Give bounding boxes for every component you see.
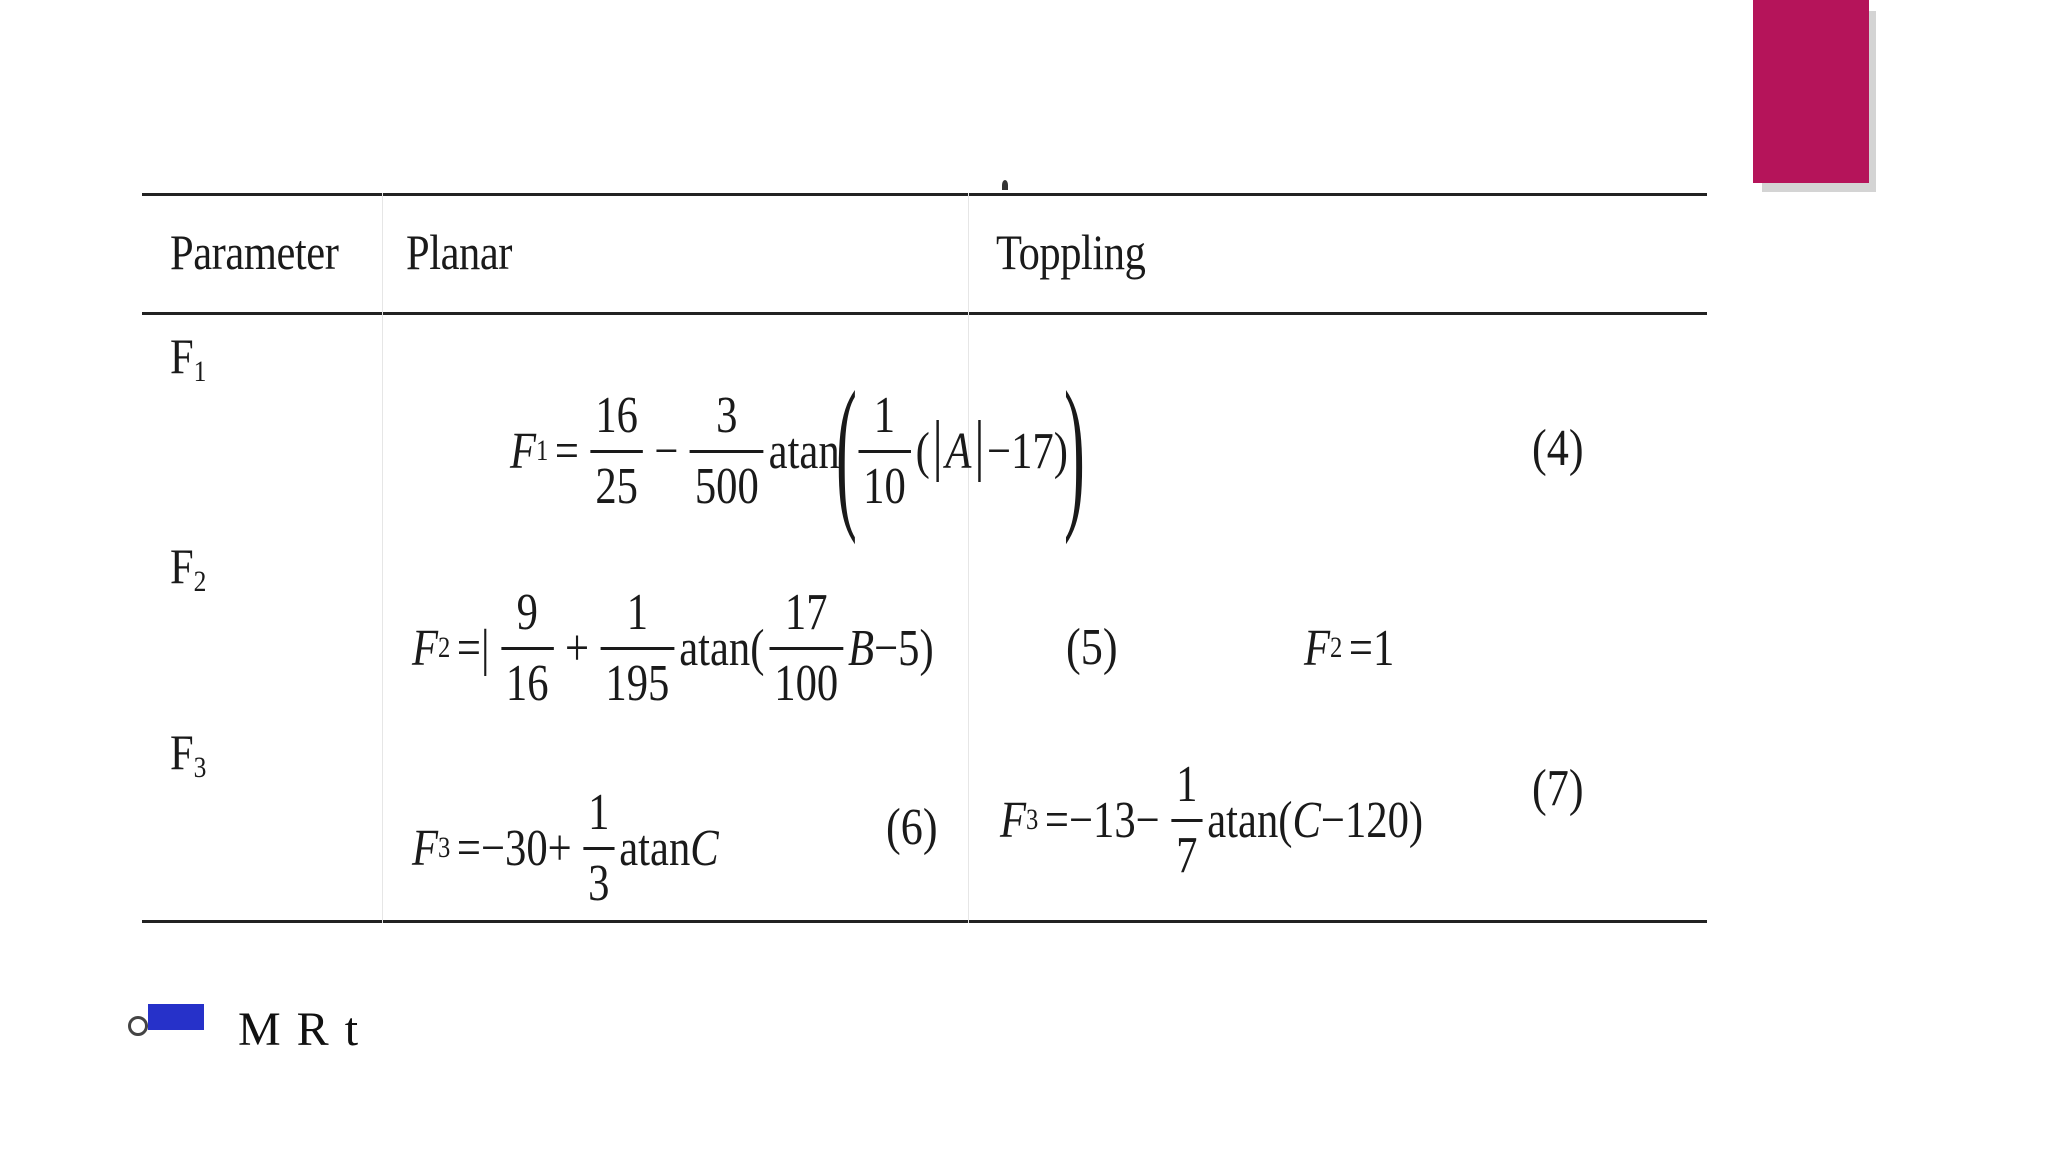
param-f1: $F_1$ — [170, 328, 207, 388]
column-separator — [382, 193, 383, 923]
top-rule — [142, 193, 1707, 196]
accent-bar — [1753, 0, 1869, 183]
header-toppling: Toppling — [996, 224, 1146, 280]
footer-text: M R t — [238, 1003, 361, 1056]
param-f3: $F_3$ — [170, 724, 207, 784]
equation-number-7: (7) — [1532, 760, 1584, 817]
parameter-table — [142, 193, 1707, 925]
equation-f2-toppling: F 2 =1 — [1304, 619, 1395, 677]
left-paren: ( — [836, 356, 857, 545]
right-paren: ) — [1064, 356, 1086, 545]
equation-f2-planar: F 2 =| $\frac{9}{16}$ + $\frac{1}{195}$ atan( $\frac{17}{100}$ B −5) — [412, 583, 934, 712]
equation-f1: F 1 = $\frac{16}{25}$ − $\frac{3}{500}$ atan ( $\frac{1}{10}$ ( A −17) ) — [510, 356, 1086, 545]
bottom-rule — [142, 920, 1707, 923]
param-f2: $F_2$ — [170, 538, 207, 598]
equation-number-6: (6) — [886, 799, 938, 856]
equation-f3-toppling: F 3 =−13− $\frac{1}{7}$ atan( C −120) — [1000, 755, 1424, 884]
link-icon[interactable] — [128, 1004, 210, 1030]
header-rule — [142, 312, 1707, 315]
equation-number-5: (5) — [1066, 619, 1118, 676]
header-parameter: Parameter — [170, 224, 339, 280]
header-planar: Planar — [406, 224, 513, 280]
equation-number-4: (4) — [1532, 420, 1584, 477]
tick-mark — [1002, 180, 1008, 190]
equation-f3-planar: F 3 =−30+ $\frac{1}{3}$ atan C — [412, 783, 719, 912]
